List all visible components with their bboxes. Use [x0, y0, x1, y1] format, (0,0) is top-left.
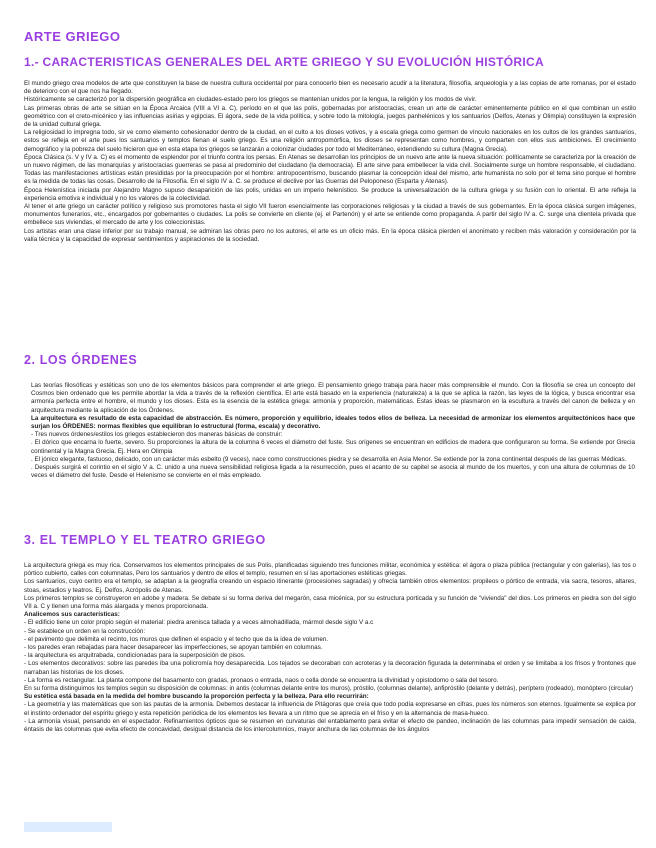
list-item: - Se establece un orden en la construcción:: [24, 627, 146, 635]
paragraph: . Después surgirá el corintio en el siglo V a. C. unido a una nueva sensibilidad religiosa ligada a la resurrección, pues el acanto de su capitel se asocia al mundo de los muertos, y con una altura de columnas de 10 veces el diámetro del fuste. Desde el Helenismo se convierte en el más empleado.: [31, 464, 635, 480]
paragraph: - Tres nuevos órdenes/estilos los griegos establecieron dos maneras básicas de construir:: [31, 431, 283, 439]
paragraph: El mundo griego crea modelos de arte que constituyen la base de nuestra cultura occidental por para conocerlo bien es necesario acudir a la literatura, filosofía, arqueología y a las copias de arte romanas, por el estado de deterioro con el que nos ha llegado.: [24, 80, 636, 96]
paragraph: . El jónico elegante, fastuoso, delicado, con un carácter más esbelto (9 veces), nace como construcciones piedra y se desarrolla en Asia Menor. Se extiende por la zona continental después de las guerras Médicas.: [31, 455, 627, 463]
section-heading-3: 3. EL TEMPLO Y EL TEATRO GRIEGO: [24, 533, 266, 547]
section-body-1: [24, 80, 636, 342]
paragraph: Históricamente se caracterizó por la dispersión geográfica en ciudades-estado pero los griegos se mantenían unidos por la lengua, la religión y los modos de vivir.: [24, 96, 477, 104]
paragraph: Las primeras obras de arte se sitúan en la Época Arcaica (VIII a VI a. C), período en el que las polis, gobernadas por aristocracias, crean un arte de carácter eminentemente público en el que combinan un estilo geométrico con el creto-micénico y las influencias asirias y egipcias. El ágora, sede de la vida política, y sobre todo la mitología, juegos panhelénicos y los santuarios (Delfos, Atenas y Olimpia) constituyen la expresión de la unidad cultural griega.: [24, 104, 636, 129]
list-item: - La geometría y las matemáticas que son las pautas de la armonía. Debemos destacar la influencia de Pitágoras que creía que todo podía expresarse en cifras, pues los números son eternos. Igualmente se explica por el instinto ordenador del espíritu griego y esta repetición periódica de los elementos les llevara a un ritmo que se aprecia en el friso y en la alternancia de masa-hueco.: [24, 701, 636, 717]
paragraph: Al tener el arte griego un carácter político y religioso sus promotores hasta el siglo VII fueron esencialmente las corporaciones religiosas y la ciudad a través de sus gobernantes. En la época clásica surgen imágenes, monumentos funerarios, etc., encargados por gobernantes o ciudades. La polis se convierte en cliente (ej. el Partenón) y el arte se entiende como propaganda. A partir del siglo IV a. C. surge una clientela privada que embellece sus viviendas, el mercado de arte y los coleccionistas.: [24, 203, 636, 227]
section-heading-2: 2. LOS ÓRDENES: [24, 353, 138, 367]
paragraph: La religiosidad lo impregna todo, sir ve como elemento cohesionador dentro de la ciudad, en el culto a los dioses votivos, y a escala griega como germen de vínculo nacionales en los cultos de los grandes santuarios, estos se refleja en el arte pues los santuarios y templos llenan el suelo griego. Es una religión antropomórfica, los dioses se representan como hombres, y comparten con ellos sus ambiciones. El crecimiento demográfico y la pobreza del suelo hicieron que en esta etapa los griegos se lanzarán a colonizar ciudades por todo el Mediterráneo, extendiendo su cultura (Magna Grecia).: [24, 129, 636, 153]
highlight-mark: [24, 822, 112, 832]
list-item: - La armonía visual, pensando en el espectador. Refinamientos ópticos que se resumen en curvaturas del entablamento para evitar el efecto de pandeo, inclinación de las columnas para impedir sensación de caída, éntasis de las columnas que evita efecto de concavidad, desigual distancia de los intercolumnios, mayor anchura de las columnas de los ángulos: [24, 717, 636, 734]
paragraph: Su estética está basada en la medida del hombre buscando la proporción perfecta y la belleza. Para ello recurrirán:: [24, 693, 369, 701]
paragraph: Analicemos sus características:: [24, 611, 120, 619]
paragraph: Los primeros templos se construyeron en adobe y madera. Se debate si su forma deriva del megarón, casa micénica, por su estructura porticada y su función de "vivienda" del dios. Los primeros en piedra son del siglo VII a. C y tienen una forma más alargada y menos proporcionada.: [24, 594, 636, 611]
list-item: - El edificio tiene un color propio según el material: piedra arenisca tallada y a veces almohadillada, mármol desde siglo V a.c: [24, 619, 374, 627]
list-item: - Los elementos decorativos: sobre las paredes iba una policromía hoy desaparecida. Los tejados se decoraban con acroteras y la decoración figurada la determinaba el orden y se limitaba a los frisos y frontones que narraban las historias de los dioses.: [24, 660, 636, 676]
paragraph: En su forma distinguimos los templos según su disposición de columnas: in antis (columnas delante entre los muros), próstilo, (columnas delante), anfipróstilo (delante y detrás), períptero (rodeado), monóptero (circular): [24, 685, 633, 693]
paragraph: . El dórico que encarna lo fuerte, severo. Su proporciones la altura de la columna 6 veces el diámetro del fuste. Sus orígenes se encuentran en edificios de madera que configuraron su forma. Se extiende por Grecia continental y la Magna Grecia. Ej. Hera en Olimpia: [31, 439, 635, 455]
paragraph: Época Helenística iniciada por Alejandro Magno supuso desaparición de las polis, unidas en un imperio helenístico. Se produce la universalización de la cultura griega y su fusión con lo oriental. El arte refleja la experiencia emotiva e individual y no los valores de la colectividad.: [24, 186, 636, 202]
section-heading-1: 1.- CARACTERISTICAS GENERALES DEL ARTE GRIEGO Y SU EVOLUCIÓN HISTÓRICA: [24, 55, 544, 69]
document-title: ARTE GRIEGO: [24, 29, 121, 44]
section-body-2: [31, 382, 635, 522]
paragraph: Época Clásica (s. V y IV a. C) es el momento de esplendor por el triunfo contra los persas. En Atenas se desarrollan los principios de un nuevo arte ante la nueva situación: políticamente se caracteriza por la creación de un nuevo régimen, de las monarquías y aristocracias guerreras se pasa al predominio del ciudadano (la democracia). El arte sirve para embellecer la vida civil. Socialmente surge un hombre responsable, el ciudadano. Todas las manifestaciones artísticas están presididas por la preocupación por el hombre: antropocentrismo, buscando plasmar la concepción ideal del mismo, arte humanista no solo por el tema sino porque el hombre es la medida de todas las cosas. Desarrollo de la Filosofía. En el siglo IV a. C. se produce el declive por las Guerras del Peloponeso (Esparta y Atenas).: [24, 153, 636, 186]
paragraph: Las teorías filosóficas y estéticas son uno de los elementos básicos para comprender el arte griego. El pensamiento griego trabaja para hacer más comprensible el mundo. Con la filosofía se crea un concepto del Cosmos bien ordenado que les permite abordar la vida a través de la reflexión científica. El arte está basado en la experiencia (naturaleza) a la que se aplica la razón, las leyes de la lógica, y busca encontrar esa armonía perfecta entre el hombre, el mundo y los dioses. Esta es la esencia de la estética griega: armonía y proporción, matemáticas. Estas ideas se plasmaron en la escultura a través del canon de belleza y en arquitectura mediante la aplicación de los Órdenes.: [31, 382, 635, 414]
list-item: - los paredes eran rebajadas para hacer desaparecer las imperfecciones, se apoyan también en columnas.: [24, 644, 323, 652]
paragraph: La arquitectura griega es muy rica. Conservamos los elementos principales de sus Polis, planificadas siguiendo tres funciones militar, económica y estética: el ágora o plaza pública (rectangular y con galerías), las tos o pórtico cubierto, calles con columnatas, Pero los santuarios y dentro de ellos el templo, resumen en sí las aportaciones estéticas griegas.: [24, 562, 636, 578]
paragraph: La arquitectura es resultado de esta capacidad de abstracción. Es número, proporción y equilibrio, ideales todos ellos de belleza. La necesidad de armonizar los elementos arquitectónicos hace que surjan los ÓRDENES: normas flexibles que equilibran lo estructural (forma, escala) y decorativo.: [31, 414, 635, 431]
list-item: - la arquitectura es arquitrabada, condicionadas para la superposición de pisos.: [24, 652, 246, 660]
paragraph: Los santuarios, cuyo centro era el templo, se adaptan a la geografía creando un espacio itinerante (procesiones sagradas) y ofrecía también otros elementos: propileos o pórtico de entrada, vía sacra, tesoros, altares, stoas, estadios y teatros. Ej. Delfos, Acrópolis de Atenas.: [24, 578, 636, 594]
list-item: - el pavimento que delimita el recinto, los muros que definen el espacio y el techo que da la idea de volumen.: [24, 635, 329, 643]
list-item: - La forma es rectangular. La planta compone del basamento con gradas, pronaos o entrada, naos o cella donde se encuentra la divinidad y opistodomo o sala del tesoro.: [24, 676, 499, 684]
paragraph: Los artistas eran una clase inferior por su trabajo manual, se admiran las obras pero no los autores, el arte es un oficio más. En la época clásica pierden el anonimato y reciben más valoración y consideración por la valía técnica y la capacidad de expresar sentimientos y aspiraciones de la sociedad.: [24, 227, 636, 243]
section-body-3: [24, 562, 636, 840]
